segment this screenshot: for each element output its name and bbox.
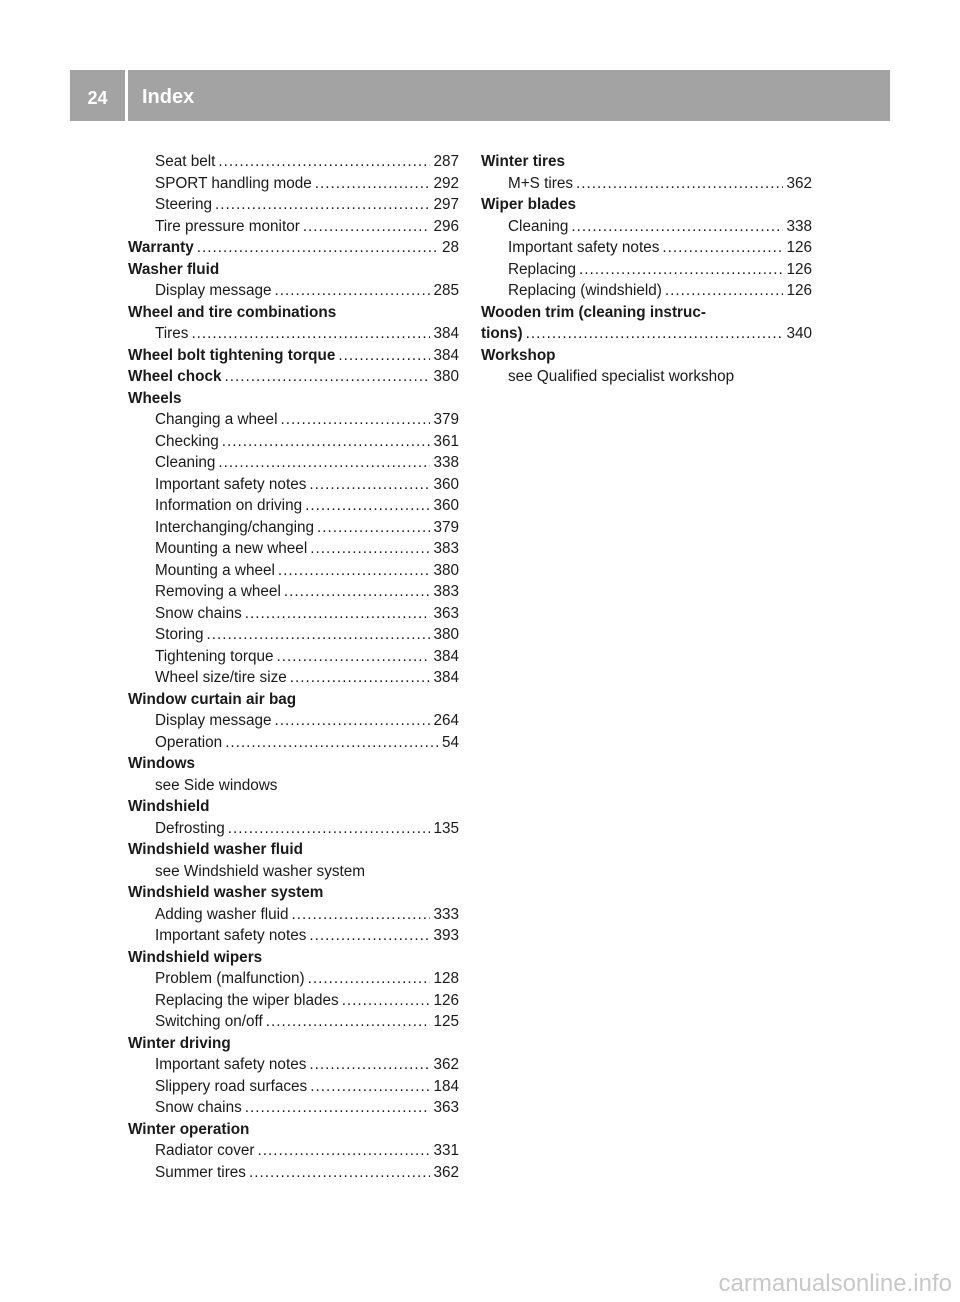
entry-label: see Qualified specialist workshop <box>508 368 735 385</box>
page-reference: 135 <box>433 819 459 837</box>
entry-label: Operation <box>155 733 223 751</box>
entry-label: Replacing (windshield) <box>508 282 662 299</box>
dot-leader <box>245 1097 431 1119</box>
dot-leader <box>218 452 430 474</box>
section-title: Index <box>142 86 195 108</box>
index-heading <box>128 947 459 969</box>
entry-label: Problem (malfunction) <box>155 970 305 987</box>
index-subentry <box>128 990 459 1012</box>
entry-label: Tightening torque <box>155 647 274 665</box>
page-reference: 360 <box>433 475 459 493</box>
dot-leader <box>249 1162 431 1184</box>
page-reference: 297 <box>433 196 459 213</box>
page-reference: 384 <box>433 325 459 342</box>
watermark: carmanualsonline.info <box>718 1270 952 1297</box>
entry-label: tions) <box>481 325 523 342</box>
index-subentry <box>128 732 459 754</box>
page-reference: 361 <box>433 432 459 450</box>
index-subentry <box>128 818 459 840</box>
entry-label: Seat belt <box>155 153 216 170</box>
index-subentry <box>128 861 459 883</box>
entry-label: Replacing <box>508 260 577 278</box>
page-reference: 264 <box>433 712 459 729</box>
index-subentry <box>128 1162 459 1184</box>
entry-label: Wheel size/tire size <box>155 669 287 686</box>
entry-label: Windshield wipers <box>128 948 263 966</box>
entry-label: Interchanging/changing <box>155 518 315 536</box>
page-reference: 383 <box>433 583 459 600</box>
index-subentry <box>128 624 459 646</box>
page-reference: 362 <box>786 174 812 192</box>
dot-leader <box>310 1076 430 1098</box>
index-subentry <box>128 1140 459 1162</box>
dot-leader <box>526 323 784 345</box>
entry-label: SPORT handling mode <box>155 174 312 192</box>
entry-label: Mounting a wheel <box>155 561 275 579</box>
page-reference: 125 <box>433 1013 459 1030</box>
page-reference: 383 <box>433 540 459 557</box>
index-subentry <box>128 194 459 216</box>
dot-leader <box>257 1140 430 1162</box>
entry-label: Winter tires <box>481 153 566 170</box>
page-reference: 126 <box>433 991 459 1009</box>
dot-leader <box>317 517 430 539</box>
entry-label: Important safety notes <box>155 1056 307 1073</box>
page-reference: 333 <box>433 905 459 923</box>
entry-label: Switching on/off <box>155 1013 263 1030</box>
entry-label: Washer fluid <box>128 260 220 278</box>
dot-leader <box>309 474 430 496</box>
index-subentry <box>128 1011 459 1033</box>
page-reference: 126 <box>786 239 812 256</box>
dot-leader <box>292 904 431 926</box>
page-reference: 287 <box>433 153 459 170</box>
entry-label: Summer tires <box>155 1163 246 1181</box>
page-reference: 296 <box>433 217 459 235</box>
index-subentry <box>128 409 459 431</box>
entry-label: M+S tires <box>508 174 574 192</box>
entry-label: Winter operation <box>128 1120 250 1138</box>
index-subentry <box>128 560 459 582</box>
dot-leader <box>309 925 430 947</box>
entry-label: Radiator cover <box>155 1142 255 1159</box>
entry-label: Cleaning <box>155 454 216 471</box>
index-heading <box>128 1119 459 1141</box>
index-subentry <box>128 538 459 560</box>
index-heading <box>128 388 459 410</box>
dot-leader <box>342 990 431 1012</box>
index-heading <box>128 259 459 281</box>
entry-label: Display message <box>155 712 272 729</box>
dot-leader <box>218 151 430 173</box>
entry-label: Winter driving <box>128 1034 231 1052</box>
entry-label: Tires <box>155 325 189 342</box>
index-subentry <box>128 1054 459 1076</box>
entry-label: Slippery road surfaces <box>155 1077 308 1095</box>
index-heading <box>128 839 459 861</box>
entry-label: Cleaning <box>508 217 569 235</box>
index-heading <box>481 194 812 216</box>
index-subentry <box>128 603 459 625</box>
page-number: 24 <box>87 88 108 108</box>
page-reference: 384 <box>433 647 459 665</box>
page-reference: 384 <box>433 669 459 686</box>
entry-label: Window curtain air bag <box>128 690 297 708</box>
index-subentry <box>128 151 459 173</box>
dot-leader <box>222 431 431 453</box>
index-subentry <box>128 581 459 603</box>
entry-label: Windows <box>128 755 195 772</box>
dot-leader <box>225 732 439 754</box>
dot-leader <box>197 237 439 259</box>
entry-label: see Side windows <box>155 776 278 794</box>
index-subentry <box>481 237 812 259</box>
index-heading <box>128 882 459 904</box>
page-reference: 379 <box>433 411 459 428</box>
index-subentry <box>128 1076 459 1098</box>
dot-leader <box>245 603 431 625</box>
index-heading <box>128 345 459 367</box>
page-reference: 393 <box>433 927 459 944</box>
index-subentry <box>481 259 812 281</box>
page-reference: 338 <box>786 217 812 235</box>
entry-label: Removing a wheel <box>155 583 281 600</box>
index-heading <box>128 1033 459 1055</box>
dot-leader <box>338 345 430 367</box>
page-reference: 362 <box>433 1056 459 1073</box>
dot-leader <box>308 968 431 990</box>
index-heading <box>128 302 459 324</box>
index-subentry <box>128 925 459 947</box>
entry-label: Important safety notes <box>508 239 660 256</box>
index-column-right <box>481 151 812 388</box>
page-reference: 338 <box>433 454 459 471</box>
entry-label: Snow chains <box>155 604 242 622</box>
entry-label: Windshield washer fluid <box>128 841 303 858</box>
index-subentry <box>481 173 812 195</box>
entry-label: Defrosting <box>155 819 225 837</box>
dot-leader <box>284 581 431 603</box>
index-subentry <box>128 1097 459 1119</box>
index-heading <box>481 302 812 324</box>
index-heading <box>128 237 459 259</box>
entry-label: Important safety notes <box>155 475 307 493</box>
index-subentry <box>128 710 459 732</box>
dot-leader <box>274 710 430 732</box>
page-reference: 379 <box>433 518 459 536</box>
page-reference: 128 <box>433 970 459 987</box>
page-reference: 380 <box>433 368 459 385</box>
dot-leader <box>278 560 431 582</box>
index-subentry <box>128 216 459 238</box>
page-reference: 126 <box>786 282 812 299</box>
entry-label: Storing <box>155 626 204 643</box>
index-subentry <box>128 968 459 990</box>
page-reference: 380 <box>433 626 459 643</box>
entry-label: Information on driving <box>155 497 303 514</box>
page-reference: 28 <box>441 239 459 256</box>
entry-label: Important safety notes <box>155 927 307 944</box>
dot-leader <box>228 818 431 840</box>
entry-label: Steering <box>155 196 212 213</box>
page-reference: 285 <box>433 282 459 299</box>
page-header <box>70 70 890 121</box>
dot-leader <box>277 646 431 668</box>
page-reference: 363 <box>433 1099 459 1116</box>
entry-label: Replacing the wiper blades <box>155 991 339 1009</box>
index-heading <box>481 345 812 367</box>
index-heading <box>128 366 459 388</box>
index-subentry <box>128 323 459 345</box>
index-subentry <box>481 216 812 238</box>
entry-label: Wheels <box>128 389 182 407</box>
dot-leader <box>280 409 430 431</box>
dot-leader <box>579 259 783 281</box>
dot-leader <box>305 495 430 517</box>
page-reference: 360 <box>433 497 459 514</box>
page-reference: 54 <box>441 733 459 751</box>
dot-leader <box>206 624 430 646</box>
dot-leader <box>310 538 430 560</box>
page-reference: 126 <box>786 260 812 278</box>
entry-label: Wooden trim (cleaning instruc- <box>481 303 706 321</box>
index-heading <box>128 689 459 711</box>
dot-leader <box>274 280 430 302</box>
page-reference: 331 <box>433 1142 459 1159</box>
index-heading <box>481 323 812 345</box>
entry-label: Warranty <box>128 239 194 256</box>
page-reference: 363 <box>433 604 459 622</box>
dot-leader <box>225 366 431 388</box>
index-subentry <box>128 173 459 195</box>
entry-label: Tire pressure monitor <box>155 217 300 235</box>
entry-label: Mounting a new wheel <box>155 540 308 557</box>
page-reference: 362 <box>433 1163 459 1181</box>
dot-leader <box>215 194 430 216</box>
entry-label: see Windshield washer system <box>155 862 365 880</box>
index-subentry <box>128 667 459 689</box>
index-subentry <box>128 474 459 496</box>
entry-label: Changing a wheel <box>155 411 278 428</box>
header-divider <box>125 70 128 121</box>
index-column-left <box>128 151 459 1183</box>
dot-leader <box>191 323 430 345</box>
index-subentry <box>128 517 459 539</box>
index-subentry <box>481 280 812 302</box>
index-subentry <box>128 775 459 797</box>
entry-label: Display message <box>155 282 272 299</box>
index-heading <box>481 151 812 173</box>
index-subentry <box>128 495 459 517</box>
entry-label: Wheel and tire combinations <box>128 303 337 321</box>
dot-leader <box>665 280 784 302</box>
entry-label: Workshop <box>481 346 556 364</box>
page-reference: 340 <box>786 325 812 342</box>
dot-leader <box>303 216 431 238</box>
dot-leader <box>266 1011 431 1033</box>
index-subentry <box>128 904 459 926</box>
index-subentry <box>128 280 459 302</box>
dot-leader <box>309 1054 430 1076</box>
dot-leader <box>290 667 431 689</box>
page-reference: 292 <box>433 174 459 192</box>
entry-label: Wiper blades <box>481 196 577 213</box>
page-reference: 384 <box>433 346 459 364</box>
entry-label: Windshield <box>128 798 210 815</box>
page-reference: 184 <box>433 1077 459 1095</box>
index-subentry <box>128 452 459 474</box>
index-subentry <box>128 646 459 668</box>
dot-leader <box>662 237 783 259</box>
entry-label: Checking <box>155 432 219 450</box>
index-subentry <box>128 431 459 453</box>
page-reference: 380 <box>433 561 459 579</box>
index-subentry <box>481 366 812 388</box>
entry-label: Snow chains <box>155 1099 242 1116</box>
entry-label: Wheel chock <box>128 368 222 385</box>
dot-leader <box>571 216 783 238</box>
entry-label: Windshield washer system <box>128 884 324 901</box>
index-heading <box>128 753 459 775</box>
entry-label: Adding washer fluid <box>155 905 289 923</box>
index-heading <box>128 796 459 818</box>
dot-leader <box>576 173 783 195</box>
entry-label: Wheel bolt tightening torque <box>128 346 336 364</box>
dot-leader <box>315 173 431 195</box>
